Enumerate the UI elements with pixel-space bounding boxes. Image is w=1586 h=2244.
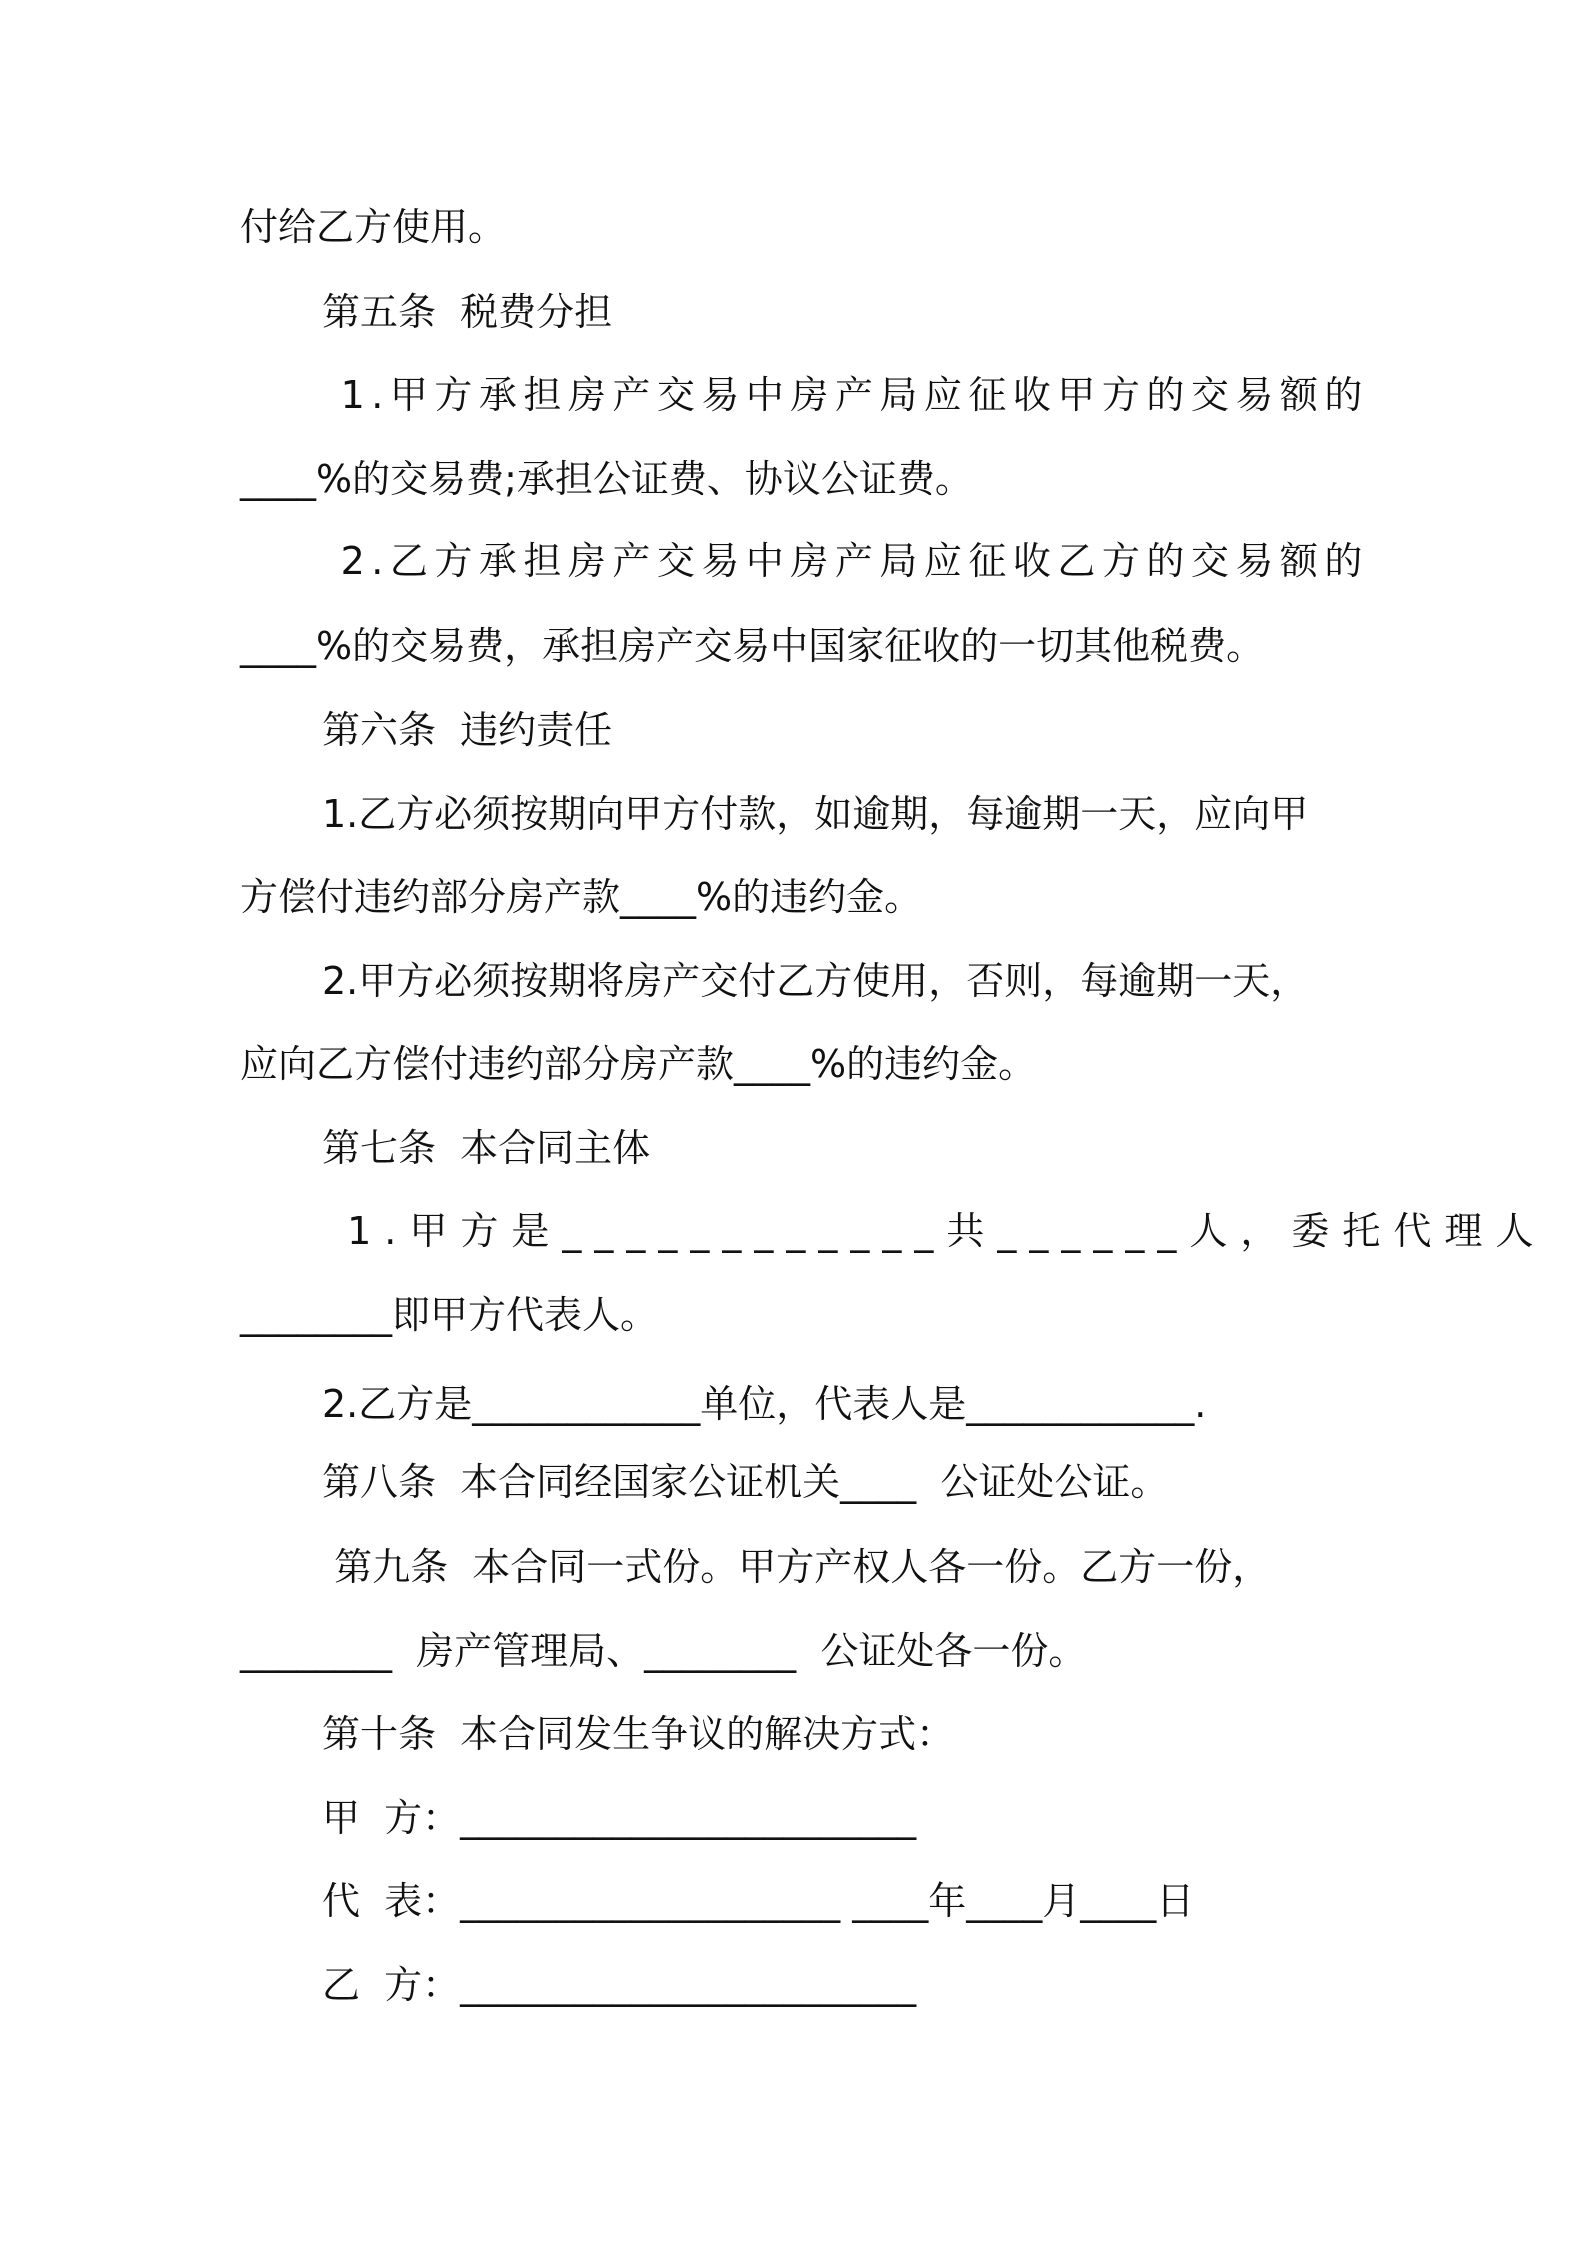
signature-line-party-a: 甲 方：________________________ [322, 1796, 917, 1840]
paragraph-line: 应向乙方偿付违约部分房产款____%的违约金。 [240, 1042, 1037, 1086]
paragraph-line: 1.乙方必须按期向甲方付款，如逾期，每逾期一天，应向甲 [322, 792, 1309, 836]
signature-line-representative: 代 表：____________________ ____年____月____日 [322, 1879, 1195, 1923]
paragraph-line: 2.乙方承担房产交易中房产局应征收乙方的交易额的 [322, 539, 1369, 583]
article-heading: 第八条 本合同经国家公证机关____ 公证处公证。 [322, 1460, 1169, 1504]
paragraph-line: 1.甲方承担房产交易中房产局应征收甲方的交易额的 [322, 373, 1369, 417]
paragraph-line: 付给乙方使用。 [240, 205, 507, 249]
paragraph-line: ________ 房产管理局、________ 公证处各一份。 [240, 1629, 1087, 1673]
paragraph-line: ____%的交易费;承担公证费、协议公证费。 [240, 457, 973, 501]
paragraph-line: ________即甲方代表人。 [240, 1293, 659, 1337]
article-heading: 第十条 本合同发生争议的解决方式： [322, 1712, 955, 1756]
article-heading: 第六条 违约责任 [322, 708, 613, 752]
article-heading: 第七条 本合同主体 [322, 1126, 651, 1170]
paragraph-line: 方偿付违约部分房产款____%的违约金。 [240, 875, 923, 919]
paragraph-line: 2.甲方必须按期将房产交付乙方使用，否则，每逾期一天， [322, 959, 1309, 1003]
paragraph-line: 1.甲方是____________共______人，委托代理人 [322, 1209, 1547, 1253]
paragraph-line: ____%的交易费，承担房产交易中国家征收的一切其他税费。 [240, 624, 1265, 668]
article-heading: 第九条 本合同一式份。甲方产权人各一份。乙方一份， [322, 1545, 1271, 1589]
article-heading: 第五条 税费分担 [322, 290, 613, 334]
paragraph-line: 2.乙方是____________单位，代表人是____________. [322, 1382, 1207, 1426]
signature-line-party-b: 乙 方：________________________ [322, 1963, 917, 2007]
